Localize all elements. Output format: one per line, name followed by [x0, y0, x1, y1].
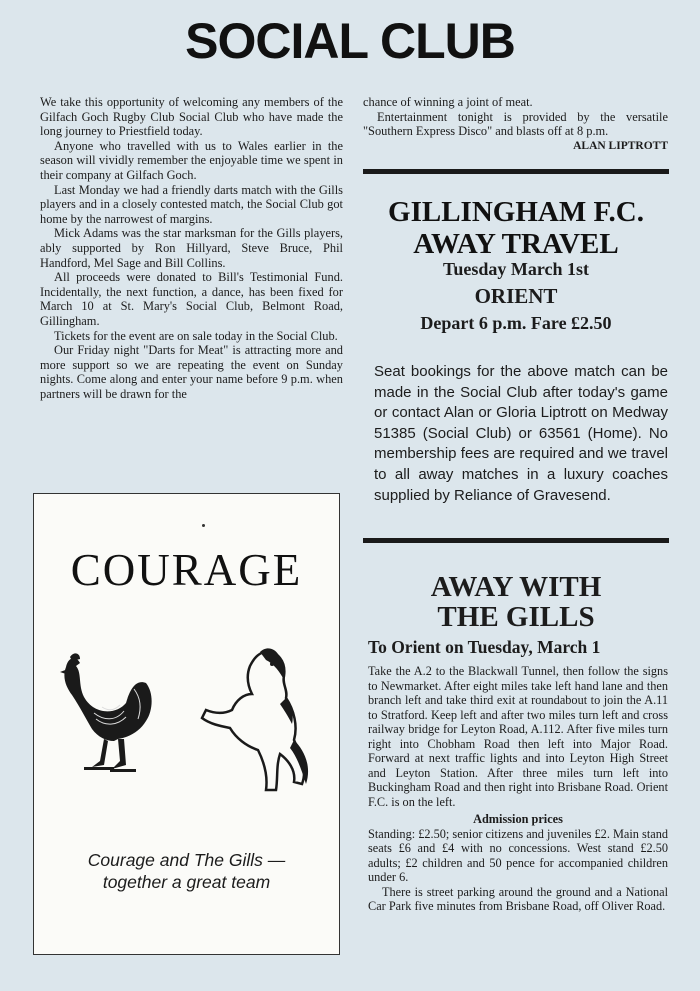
away-title-line2: THE GILLS [437, 601, 595, 633]
entertainment-text: Entertainment tonight is provided by the versatile "Southern Express Disco" and blasts off at 8 p.m. [363, 109, 668, 139]
article-paragraph: Mick Adams was the star marksman for the Gills players, ably supported by Ron Hillyard, Steve Bruce, Phil Handford, Mel Sage and Bill Collins. [40, 226, 343, 270]
section-divider [363, 538, 669, 543]
travel-title-line2: AWAY TRAVEL [413, 228, 619, 260]
social-club-article [40, 95, 343, 401]
advert-brand: COURAGE [70, 545, 303, 595]
advert-caption-line1: Courage and The Gills — [87, 850, 286, 870]
admission-heading: Admission prices [473, 812, 563, 826]
travel-booking-info: Seat bookings for the above match can be made in the Social Club after today's game or contact Alan or Gloria Liptrott on Medway 51385 (Social Club) or 63561 (Home). No membership fees are required and we travel to all away matches in a luxury coaches supplied by Reliance of Gravesend. [374, 363, 668, 504]
away-subtitle: To Orient on Tuesday, March 1 [368, 637, 601, 657]
parking-info: There is street parking around the ground and a National Car Park five minutes from Brisbane Road, off Oliver Road. [368, 884, 668, 913]
article-paragraph: Last Monday we had a friendly darts match with the Gills players and in a closely contested match, the Social Club got home by the narrowest of margins. [40, 182, 343, 226]
travel-opponent: ORIENT [474, 284, 558, 308]
article-paragraph: We take this opportunity of welcoming any members of the Gilfach Goch Rugby Club Social Club who have made the long journey to Priestfield today. [40, 95, 343, 139]
travel-depart-fare: Depart 6 p.m. Fare £2.50 [420, 313, 612, 333]
cockerel-icon [54, 649, 159, 789]
travel-date: Tuesday March 1st [442, 259, 590, 279]
article-continuation [363, 95, 668, 153]
white-horse-icon [194, 644, 319, 804]
away-directions [368, 664, 668, 914]
article-paragraph: Anyone who travelled with us to Wales earlier in the season will vividly remember the enjoyable time we spent in their company at Gilfach Goch. [40, 138, 343, 182]
section-divider [363, 169, 669, 174]
directions-text: Take the A.2 to the Blackwall Tunnel, then follow the signs to Newmarket. After eight miles take left hand lane and then branch left and take third exit at roundabout to join the A.11 to Stratford. Keep left and after two miles turn left and cross railway bridge for Leyton Road, A.112. After five miles turn right into Chobham Road then left into Major Road. Forward at next traffic lights and into Leyton High Street and Leyton Station. After three miles turn left into Buckingham Road and then right into Brisbane Road. Orient F.C. is on the left. [368, 664, 668, 809]
travel-title-line1: GILLINGHAM F.C. [388, 196, 644, 228]
page-title: SOCIAL CLUB [185, 13, 515, 69]
article-paragraph: Tickets for the event are on sale today in the Social Club. [54, 328, 338, 343]
away-title [363, 572, 669, 632]
article-paragraph: Our Friday night "Darts for Meat" is attracting more and more support so we are repeating the event on Sunday nights. Come along and enter your name before 9 p.m. when partners will be drawn for the [40, 343, 343, 401]
author-signature: ALAN LIPTROTT [573, 139, 668, 152]
advert-caption [34, 849, 339, 893]
article-paragraph: All proceeds were donated to Bill's Testimonial Fund. Incidentally, the next function, a dance, has been fixed for March 10 at St. Mary's Social Club, Belmont Road, Gillingham. [40, 270, 343, 328]
away-title-line1: AWAY WITH [430, 571, 602, 603]
decorative-dot [202, 524, 205, 527]
admission-prices: Standing: £2.50; senior citizens and juveniles £2. Main stand seats £6 and £4 with no concessions. West stand £2.50 adults; £2 children and 50 pence for accompanied children under 6. [368, 826, 668, 884]
courage-advert [33, 493, 340, 955]
continuation-text: chance of winning a joint of meat. [363, 95, 533, 109]
advert-caption-line2: together a great team [102, 872, 271, 892]
